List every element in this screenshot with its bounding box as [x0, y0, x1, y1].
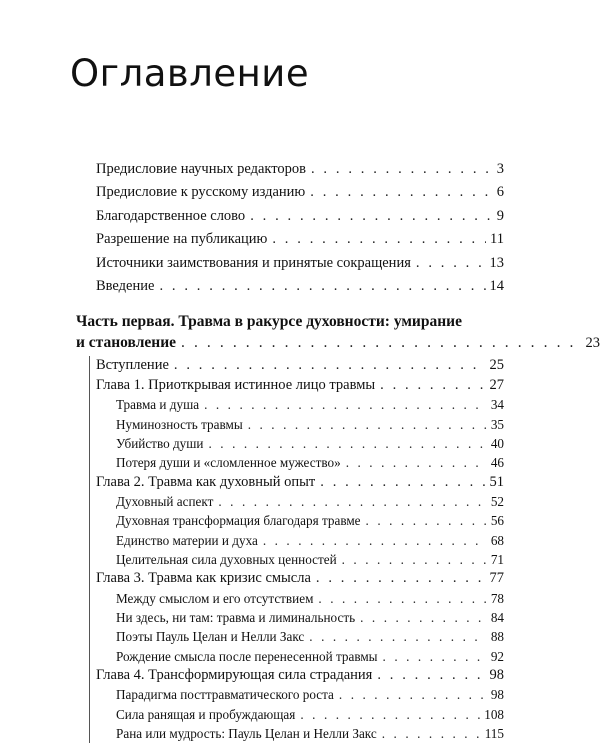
toc-chapter-page: 27 [489, 376, 504, 393]
dot-leader [181, 332, 581, 353]
dot-leader [382, 724, 481, 743]
toc-entry-page: 3 [496, 161, 504, 177]
toc-section-label: Потеря души и «сломленное мужество» [116, 455, 341, 471]
toc-section-page: 52 [490, 494, 504, 510]
part-one-contents [89, 356, 600, 743]
toc-chapter-page: 77 [489, 570, 504, 587]
toc-section-label: Парадигма посттравматического роста [116, 687, 334, 703]
toc-section[interactable] [90, 589, 600, 608]
toc-entry-page: 6 [496, 184, 504, 201]
part-one-page: 23 [585, 335, 600, 352]
dot-leader [300, 705, 480, 724]
dot-leader [360, 608, 487, 627]
front-matter-list [0, 158, 600, 298]
toc-entry[interactable] [0, 181, 600, 204]
dot-leader [218, 492, 486, 511]
dot-leader [320, 473, 485, 493]
dot-leader [346, 453, 487, 472]
toc-chapter-label: Глава 4. Трансформирующая сила страдания [96, 666, 373, 683]
toc-section[interactable] [90, 627, 600, 646]
dot-leader [318, 589, 486, 608]
toc-section-page: 92 [490, 648, 504, 664]
toc-entry-label: Предисловие к русскому изданию [96, 184, 306, 201]
toc-section-label: Сила ранящая и пробуждающая [116, 706, 296, 722]
toc-section[interactable] [90, 724, 600, 743]
toc-section[interactable] [90, 511, 600, 530]
dot-leader [366, 511, 487, 530]
dot-leader [204, 395, 487, 414]
dot-leader [248, 415, 487, 434]
toc-section-page: 71 [490, 551, 504, 567]
toc-section-page: 115 [484, 726, 504, 741]
toc-section-page: 34 [490, 397, 504, 413]
toc-chapter-label: Глава 2. Травма как духовный опыт [96, 473, 316, 490]
dot-leader [311, 158, 493, 181]
toc-section-label: Рождение смысла после перенесенной травмы [116, 648, 378, 664]
part-one-title-line2: и становление [76, 334, 177, 352]
toc-chapter-label: Глава 1. Приоткрывая истинное лицо травмы [96, 376, 376, 393]
dot-leader [416, 252, 486, 275]
toc-section-label: Единство материи и духа [116, 532, 258, 548]
toc-entry[interactable] [0, 158, 600, 181]
toc-section-page: 84 [490, 610, 504, 626]
toc-chapter-page: 98 [489, 666, 504, 683]
toc-entry-page: 13 [489, 254, 504, 271]
dot-leader [339, 685, 487, 704]
toc-entry-label: Введение [96, 277, 155, 294]
toc-chapter[interactable] [90, 473, 600, 493]
toc-section-label: Рана или мудрость: Пауль Целан и Нелли Закс [116, 726, 377, 741]
toc-section-label: Духовная трансформация благодаря травме [116, 513, 361, 529]
page-title: Оглавление [70, 52, 310, 95]
toc-section-label: Целительная сила духовных ценностей [116, 551, 337, 567]
toc-section-page: 68 [490, 532, 504, 548]
toc-entry[interactable] [0, 252, 600, 275]
dot-leader [310, 181, 492, 204]
toc-chapter[interactable] [90, 569, 600, 589]
dot-leader [209, 434, 487, 453]
toc-section-page: 35 [490, 416, 504, 432]
toc-section[interactable] [90, 492, 600, 511]
dot-leader [342, 550, 487, 569]
toc-entry[interactable] [0, 205, 600, 228]
toc-section[interactable] [90, 685, 600, 704]
toc-chapter-page: 51 [489, 473, 504, 490]
toc-entry-label: Вступление [96, 357, 169, 374]
toc-section[interactable] [90, 550, 600, 569]
toc-entry-page: 25 [489, 357, 504, 374]
part-one-title-continued[interactable] [0, 332, 600, 356]
toc-entry-intro[interactable] [90, 356, 600, 376]
toc-section[interactable] [90, 395, 600, 414]
toc-section[interactable] [90, 608, 600, 627]
toc-section-label: Духовный аспект [116, 494, 214, 510]
toc-chapter[interactable] [90, 666, 600, 686]
dot-leader [380, 376, 485, 396]
toc-section[interactable] [90, 531, 600, 550]
toc-section-page: 78 [490, 590, 504, 606]
dot-leader [174, 356, 486, 376]
dot-leader [159, 275, 485, 298]
toc-entry-label: Источники заимствования и принятые сокращения [96, 254, 411, 271]
toc-section[interactable] [90, 647, 600, 666]
toc-section-page: 88 [490, 629, 504, 645]
toc-entry-label: Благодарственное слово [96, 207, 246, 224]
toc-entry-page: 14 [489, 277, 504, 294]
dot-leader [383, 647, 487, 666]
toc-section-page: 40 [490, 435, 504, 451]
toc-section-page: 46 [490, 455, 504, 471]
part-one-title[interactable]: Часть первая. Травма в ракурсе духовности: умирание [76, 313, 462, 331]
dot-leader [377, 666, 485, 686]
toc-section-label: Травма и душа [116, 397, 200, 413]
toc-section-label: Между смыслом и его отсутствием [116, 590, 314, 606]
toc-section-label: Ни здесь, ни там: травма и лиминальность [116, 610, 356, 626]
toc-section[interactable] [90, 415, 600, 434]
dot-leader [272, 228, 486, 251]
toc-chapter-label: Глава 3. Травма как кризис смысла [96, 570, 311, 587]
table-of-contents [0, 158, 600, 743]
toc-section-page: 108 [484, 706, 504, 722]
toc-section-label: Убийство души [116, 435, 204, 451]
toc-entry-page: 9 [496, 207, 504, 224]
toc-entry-page: 11 [490, 231, 504, 248]
toc-section[interactable] [90, 453, 600, 472]
toc-section-page: 56 [490, 513, 504, 529]
toc-section[interactable] [90, 705, 600, 724]
toc-entry[interactable] [0, 228, 600, 251]
toc-section-label: Нуминозность травмы [116, 416, 243, 432]
toc-section[interactable] [90, 434, 600, 453]
dot-leader [316, 569, 486, 589]
dot-leader [309, 627, 487, 646]
toc-entry-label: Разрешение на публикацию [96, 231, 268, 248]
dot-leader [250, 205, 493, 228]
toc-chapter[interactable] [90, 376, 600, 396]
toc-section-page: 98 [490, 687, 504, 703]
dot-leader [263, 531, 487, 550]
toc-section-label: Поэты Пауль Целан и Нелли Закс [116, 629, 305, 645]
part-one [0, 311, 600, 743]
toc-entry-label: Предисловие научных редакторов [96, 161, 306, 177]
toc-entry[interactable] [0, 275, 600, 298]
